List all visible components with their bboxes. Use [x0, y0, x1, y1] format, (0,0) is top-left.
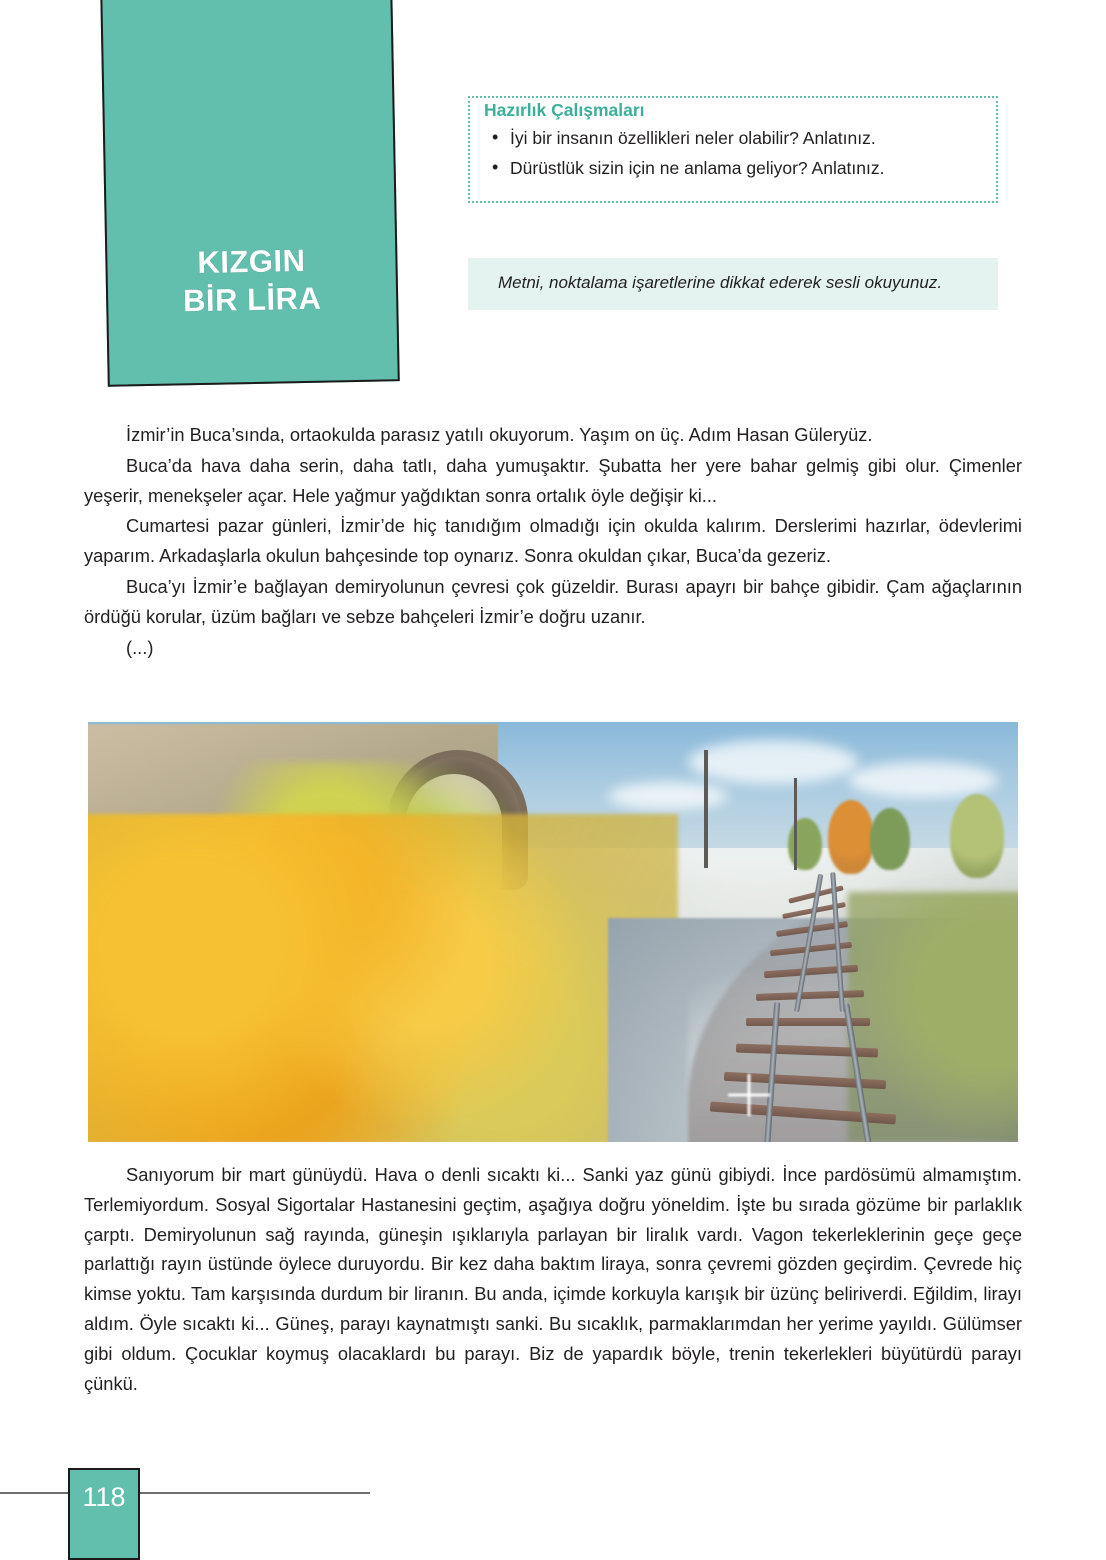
cloud-shape	[688, 740, 858, 784]
chapter-title-inner	[102, 0, 397, 385]
page-number: 118	[82, 1482, 126, 1512]
body-text-bottom	[84, 1160, 1022, 1400]
chapter-title-card	[100, 0, 400, 387]
illustration-canvas	[88, 722, 1018, 1142]
tree-shape	[950, 794, 1004, 878]
preparation-heading: Hazırlık Çalışmaları	[476, 100, 655, 121]
utility-pole	[794, 778, 797, 870]
body-paragraph: İzmir’in Buca’sında, ortaokulda parasız yatılı okuyorum. Yaşım on üç. Adım Hasan Güleryüz.	[126, 424, 873, 445]
body-text-top	[84, 420, 1022, 664]
preparation-item: • Dürüstlük sizin için ne anlama geliyor? Anlatınız.	[484, 154, 978, 182]
yellow-foliage	[88, 814, 678, 1142]
chapter-title-line-1: KIZGIN	[197, 242, 306, 280]
cloud-shape	[608, 782, 728, 810]
railway-tunnel-illustration	[88, 722, 1018, 1142]
reading-instruction: Metni, noktalama işaretlerine dikkat ederek sesli okuyunuz.	[468, 258, 998, 310]
body-paragraph: Cumartesi pazar günleri, İzmir’de hiç tanıdığım olmadığı için okulda kalırım. Derslerimi hazırlar, ödevlerimi yaparım. Arkadaşlarla okulun bahçesinde top oynarız. Sonra okuldan çıkar, Buca’da gezeriz.	[84, 515, 1022, 567]
body-paragraph: Sanıyorum bir mart günüydü. Hava o denli sıcaktı ki... Sanki yaz günü gibiydi. İnce pardösümü almamıştım. Terlemiyordum. Sosyal Sigortalar Hastanesini geçtim, aşağıya doğru yöneldim. İşte bu sırada gözüme bir parlaklık çarptı. Demiryolunun sağ rayında, güneşin ışıklarıyla parlayan bir liralık vardı. Vagon tekerleklerinin geçe geçe parlattığı rayın üstünde öylece duruyordu. Bir kez daha baktım liraya, sonra çevremi gözden geçirdim. Çevrede hiç kimse yoktu. Tam karşısında durdum bir liranın. Bu anda, içimde korkuyla karışık bir üzünç beliriverdi. Eğildim, lirayı aldım. Öyle sıcaktı ki... Güneş, parayı kaynatmıştı sanki. Bu sıcaklık, parmaklarımdan her yerime yayıldı. Gülümser gibi oldum. Çocuklar koymuş olacaklardı bu parayı. Biz de yapardık böyle, trenin tekerlekleri büyütürdü parayı çünkü.	[84, 1164, 1022, 1394]
tree-shape	[828, 800, 874, 874]
body-ellipsis: (...)	[126, 636, 154, 658]
chapter-title-line-2: BİR LİRA	[182, 280, 322, 319]
preparation-list	[484, 124, 978, 183]
body-paragraph: Buca’yı İzmir’e bağlayan demiryolunun çevresi çok güzeldir. Burası apayrı bir bahçe gibidir. Çam ağaçlarının ördüğü korular, üzüm bağları ve sebze bahçeleri İzmir’e doğru uzanır.	[84, 576, 1022, 627]
body-paragraph: Buca’da hava daha serin, daha tatlı, daha yumuşaktır. Şubatta her yere bahar gelmiş gibi olur. Çimenler yeşerir, menekşeler açar. Hele yağmur yağdıktan sonra ortalık öyle değişir ki...	[84, 454, 1022, 506]
tree-shape	[870, 808, 910, 870]
utility-pole	[704, 750, 708, 868]
cloud-shape	[848, 762, 998, 798]
sparkle-highlight	[728, 1074, 770, 1116]
footer-rule	[0, 1492, 370, 1494]
preparation-item: • İyi bir insanın özellikleri neler olabilir? Anlatınız.	[484, 124, 978, 152]
grass-verge	[848, 892, 1018, 1142]
